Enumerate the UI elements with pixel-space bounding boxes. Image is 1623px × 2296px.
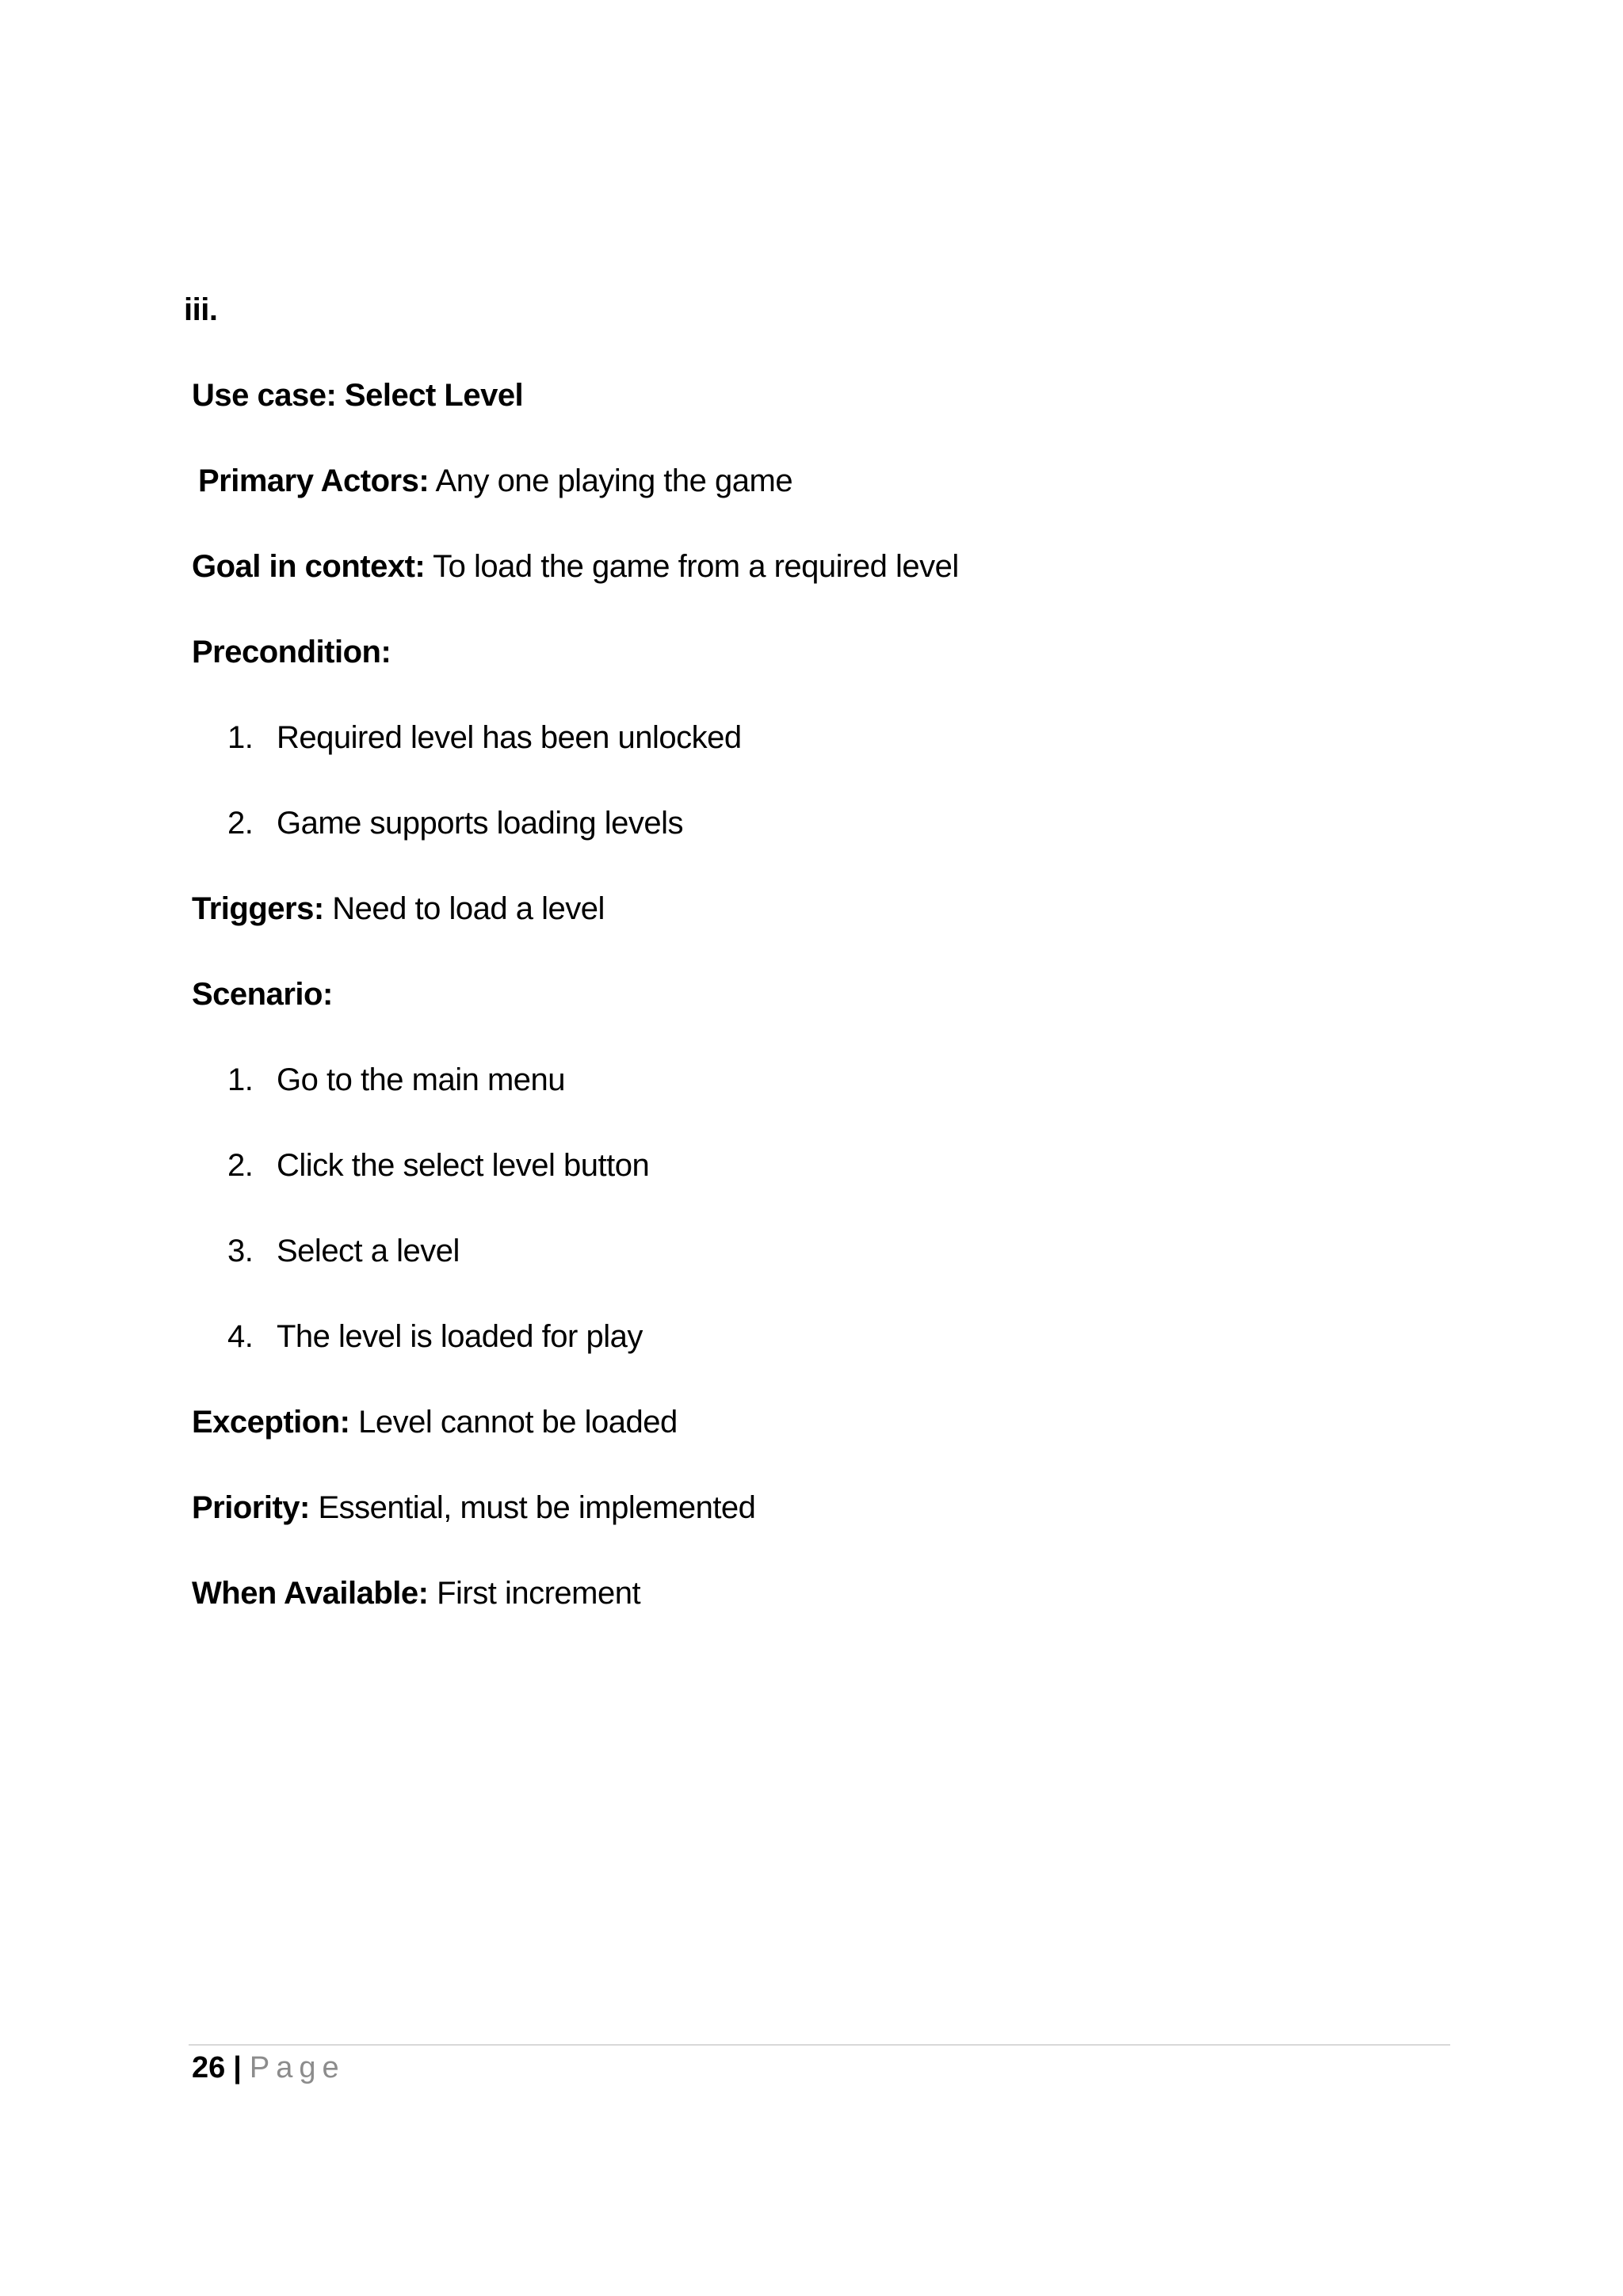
footer-separator: | (233, 2051, 242, 2084)
page-label: Page (249, 2051, 346, 2084)
list-text: Required level has been unlocked (277, 720, 742, 755)
priority-field (192, 1489, 755, 1527)
triggers-label: Triggers: (192, 891, 324, 926)
goal-field (192, 547, 959, 585)
when-available-value: First increment (437, 1576, 641, 1611)
list-text: The level is loaded for play (277, 1319, 643, 1354)
priority-label: Priority: (192, 1490, 310, 1525)
list-number: 2. (227, 806, 254, 841)
page-footer (192, 2050, 346, 2086)
when-available-field (192, 1574, 640, 1612)
list-number: 1. (227, 1062, 254, 1097)
list-number: 4. (227, 1319, 254, 1354)
triggers-value: Need to load a level (332, 891, 605, 926)
goal-label: Goal in context: (192, 549, 426, 584)
primary-actors-label: Primary Actors: (198, 463, 430, 498)
priority-value: Essential, must be implemented (318, 1490, 756, 1525)
exception-field (192, 1403, 678, 1441)
exception-label: Exception: (192, 1405, 350, 1440)
list-text: Game supports loading levels (277, 806, 683, 841)
list-number: 2. (227, 1148, 254, 1183)
scenario-heading: Scenario: (192, 977, 333, 1012)
page-number: 26 (192, 2051, 226, 2084)
list-number: 3. (227, 1234, 254, 1268)
when-available-label: When Available: (192, 1576, 429, 1611)
section-number: iii. (184, 292, 218, 327)
footer-divider (189, 2044, 1450, 2046)
exception-value: Level cannot be loaded (358, 1405, 678, 1440)
list-text: Select a level (277, 1234, 460, 1268)
goal-value: To load the game from a required level (433, 549, 959, 584)
use-case-name: Select Level (344, 378, 524, 413)
use-case-label: Use case: (192, 378, 337, 413)
triggers-field (192, 890, 605, 928)
primary-actors-field (198, 462, 792, 500)
list-text: Click the select level button (277, 1148, 650, 1183)
precondition-heading: Precondition: (192, 635, 391, 669)
primary-actors-value: Any one playing the game (435, 463, 793, 498)
list-number: 1. (227, 720, 254, 755)
list-text: Go to the main menu (277, 1062, 566, 1097)
use-case-title (192, 376, 523, 414)
